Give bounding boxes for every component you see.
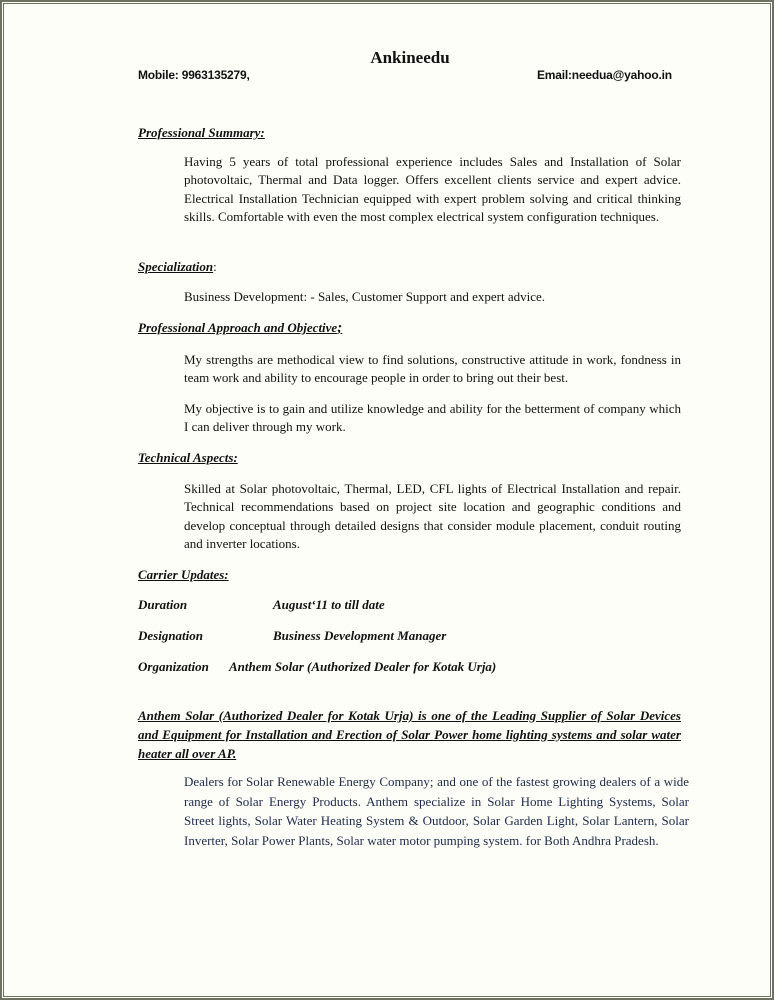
specialization-heading-wrap: [138, 259, 217, 275]
email-address: Email:needua@yahoo.in: [537, 68, 672, 82]
approach-colon: ;: [337, 320, 343, 336]
approach-heading-wrap: [138, 320, 342, 337]
mobile-number: Mobile: 9963135279,: [138, 68, 250, 82]
specialization-text: Business Development: - Sales, Customer Support and expert advice.: [184, 289, 546, 304]
professional-summary-heading: Professional Summary:: [138, 125, 265, 140]
company-heading: Anthem Solar (Authorized Dealer for Kotak Urja) is one of the Leading Supplier of Solar Devices and Equipment for Installation and Erection of Solar Power home lighting systems and solar water heater all over AP.: [138, 708, 681, 761]
company-description: Dealers for Solar Renewable Energy Company; and one of the fastest growing dealers of a wide range of Solar Energy Products. Anthem specialize in Solar Home Lighting Systems, Solar Street lights, Solar Water Heating System & Outdoor, Solar Garden Light, Solar Lantern, Solar Inverter, Solar Power Plants, Solar water motor pumping system. for Both Andhra Pradesh.: [184, 774, 689, 848]
candidate-name: Ankineedu: [370, 48, 450, 67]
specialization-colon: :: [213, 259, 217, 274]
organization-value: Anthem Solar (Authorized Dealer for Kotak Urja): [229, 659, 497, 674]
technical-aspects-heading: Technical Aspects:: [138, 450, 238, 465]
technical-aspects-text: Skilled at Solar photovoltaic, Thermal, LED, CFL lights of Electrical Installation and repair. Technical recommendations based on project site location and geographic conditions and develop conceptual through detailed designs that consider module placement, conduit routing and inverter locations.: [184, 481, 681, 551]
duration-label: Duration: [138, 597, 188, 612]
specialization-heading: Specialization: [138, 259, 214, 274]
approach-heading: Professional Approach and Objective: [138, 320, 338, 335]
organization-label: Organization: [138, 659, 209, 674]
duration-value: August‘11 to till date: [273, 597, 385, 612]
career-updates-heading: Carrier Updates:: [138, 567, 229, 582]
professional-summary-text: Having 5 years of total professional experience includes Sales and Installation of Solar photovoltaic, Thermal and Data logger. Offers excellent clients service and expert advice. Electrical Installation Technician equipped with expert problem solving and critical thinking skills. Comfortable with even the most complex electrical system configuration techniques.: [184, 154, 681, 224]
designation-value: Business Development Manager: [273, 628, 447, 643]
approach-paragraph-1: My strengths are methodical view to find solutions, constructive attitude in work, fondness in team work and ability to encourage people in order to bring out their best.: [184, 352, 681, 386]
approach-paragraph-2: My objective is to gain and utilize knowledge and ability for the betterment of company which I can deliver through my work.: [184, 401, 681, 435]
designation-label: Designation: [138, 628, 204, 643]
